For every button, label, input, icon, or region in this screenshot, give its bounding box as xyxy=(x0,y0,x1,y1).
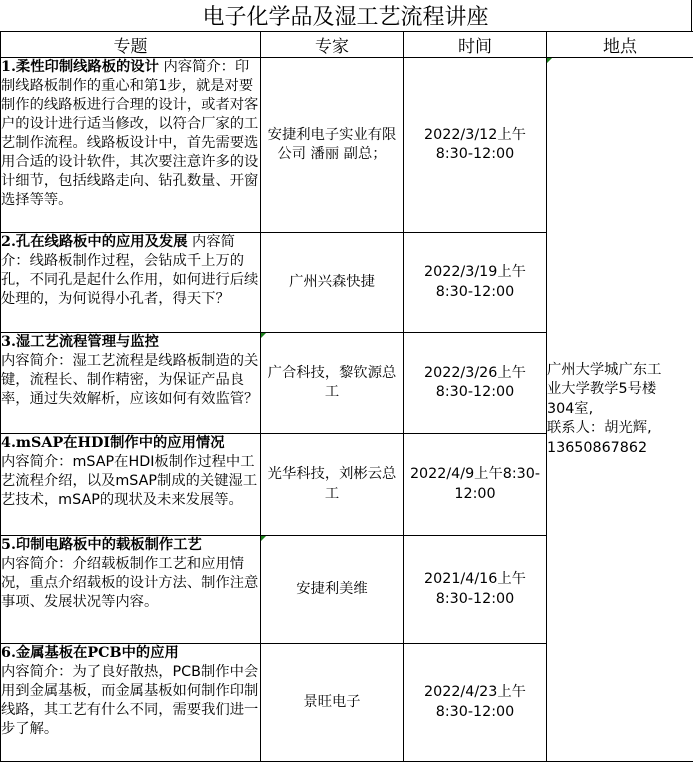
time-line-2: 8:30-12:00 xyxy=(435,590,515,607)
time-cell[interactable] xyxy=(404,536,547,644)
time-line-1: 2022/3/12上午 xyxy=(424,126,526,143)
topic-title: 4.mSAP在HDI制作中的应用情况 xyxy=(1,435,225,451)
time-line-1: 2022/4/23上午 xyxy=(424,684,526,700)
location-line-5: 13650867862 xyxy=(547,439,648,456)
time-line-2: 12:00 xyxy=(454,485,496,502)
time-line-2: 8:30-12:00 xyxy=(435,283,515,300)
time-cell[interactable] xyxy=(404,233,547,333)
expert-cell[interactable] xyxy=(261,536,404,644)
time-line-1: 2022/3/26上午 xyxy=(424,364,526,381)
expert-name: 安捷利美维 xyxy=(296,580,368,597)
topic-title: 5.印制电路板中的载板制作工艺 xyxy=(1,537,202,553)
topic-desc: 内容简介：为了良好散热，PCB制作中会用到金属基板，而金属基板如何制作印制线路，其工艺有什么不同，需要我们进一步了解。 xyxy=(1,664,259,737)
topic-cell[interactable] xyxy=(1,536,261,644)
location-cell[interactable] xyxy=(547,58,693,762)
time-line-2: 8:30-12:00 xyxy=(435,146,515,162)
comment-marker xyxy=(547,58,552,63)
topic-cell[interactable] xyxy=(1,233,261,333)
topic-title: 6.金属基板在PCB中的应用 xyxy=(1,645,179,661)
topic-desc: 内容简介：介绍载板制作工艺和应用情况，重点介绍载板的设计方法、制作注意事项、发展状况等内容。 xyxy=(1,556,259,610)
header-location[interactable]: 地点 xyxy=(547,32,693,58)
time-line-1: 2021/4/16上午 xyxy=(424,571,526,587)
expert-cell[interactable] xyxy=(261,333,404,434)
time-cell[interactable] xyxy=(404,644,547,762)
topic-cell[interactable] xyxy=(1,58,261,233)
expert-cell[interactable]: 广州兴森快捷 xyxy=(261,233,404,333)
expert-cell[interactable]: 景旺电子 xyxy=(261,644,404,762)
topic-cell[interactable] xyxy=(1,333,261,434)
time-cell[interactable] xyxy=(404,333,547,434)
lecture-table xyxy=(0,31,693,762)
comment-marker xyxy=(261,333,266,338)
location-line-4: 联系人：胡光辉, xyxy=(547,420,652,437)
topic-title: 1.柔性印制线路板的设计 xyxy=(1,59,159,75)
topic-desc: 内容简介：线路板制作过程，会钻成千上万的孔，不同孔是起什么作用，如何进行后续处理的，为何说得小孔者，得天下？ xyxy=(1,234,259,307)
topic-title: 2.孔在线路板中的应用及发展 xyxy=(1,234,188,250)
expert-name: 广合科技，黎钦源总工 xyxy=(267,364,397,400)
header-row xyxy=(1,32,693,58)
topic-cell[interactable] xyxy=(1,644,261,762)
topic-desc: 内容简介：mSAP在HDI板制作过程中工艺流程介绍，以及mSAP制成的关键湿工艺技术，mSAP的现状及未来发展等。 xyxy=(1,454,258,508)
location-line-3: 304室, xyxy=(547,400,594,417)
time-cell[interactable] xyxy=(404,434,547,536)
header-expert[interactable]: 专家 xyxy=(261,32,404,58)
time-cell[interactable] xyxy=(404,58,547,233)
header-topic[interactable]: 专题 xyxy=(1,32,261,58)
time-line-2: 8:30-12:00 xyxy=(435,703,515,720)
topic-desc: 内容简介：印制线路板制作的重心和第1步，就是对要制作的线路板进行合理的设计，或者对客户的设计进行适当修改，以符合厂家的工艺制作流程。线路板设计中，首先需要选用合适的设计软件，其次要注意许多的设计细节，包括线路走向、钻孔数量、开窗选择等等。 xyxy=(1,59,259,208)
topic-title: 3.湿工艺流程管理与监控 xyxy=(1,334,159,350)
location-line-2: 业大学教学5号楼 xyxy=(547,381,657,398)
topic-desc: 内容简介：湿工艺流程是线路板制造的关键，流程长、制作精密，为保证产品良率，通过失效解析，应该如何有效监管？ xyxy=(1,353,259,407)
time-line-2: 8:30-12:00 xyxy=(435,384,515,400)
expert-cell[interactable]: 安捷利电子实业有限公司 潘丽 副总； xyxy=(261,58,404,233)
time-line-1: 2022/4/9上午8:30- xyxy=(409,466,541,482)
location-line-1: 广州大学城广东工 xyxy=(547,361,662,378)
time-line-1: 2022/3/19上午 xyxy=(424,264,526,280)
header-time[interactable]: 时间 xyxy=(404,32,547,58)
expert-cell[interactable]: 光华科技，刘彬云总工 xyxy=(261,434,404,536)
topic-cell[interactable] xyxy=(1,434,261,536)
sheet-title[interactable]: 电子化学品及湿工艺流程讲座 xyxy=(0,0,692,32)
table-row xyxy=(1,58,693,233)
comment-marker xyxy=(261,536,266,541)
